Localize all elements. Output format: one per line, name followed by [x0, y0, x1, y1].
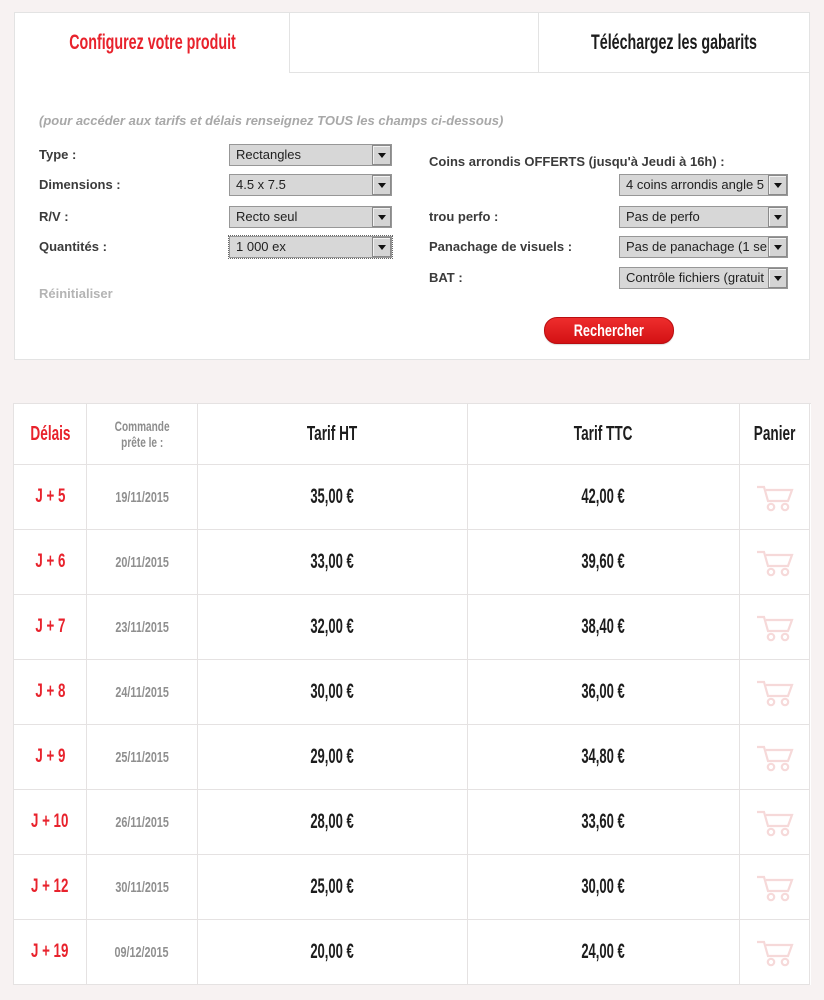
header-tarif-ttc: Tarif TTC [468, 404, 740, 465]
add-to-cart-button[interactable] [740, 725, 810, 790]
table-row [14, 725, 811, 790]
chevron-down-icon [372, 175, 391, 195]
cart-icon [754, 480, 796, 514]
cart-icon [754, 805, 796, 839]
price-ht-cell: 33,00 € [198, 530, 468, 595]
cart-icon [754, 675, 796, 709]
rounded-corners-select[interactable] [619, 174, 788, 196]
add-to-cart-button[interactable] [740, 920, 810, 985]
date-cell: 23/11/2015 [87, 595, 198, 660]
price-ht-cell: 32,00 € [198, 595, 468, 660]
chevron-down-icon [768, 175, 787, 195]
header-panier: Panier [740, 404, 810, 465]
recto-verso-select-value: Recto seul [236, 209, 298, 224]
quantities-select[interactable] [229, 236, 392, 258]
reset-link[interactable]: Réinitialiser [39, 286, 113, 301]
date-cell: 30/11/2015 [87, 855, 198, 920]
price-ht-cell: 25,00 € [198, 855, 468, 920]
delai-cell: J + 10 [14, 790, 87, 855]
table-header-row [14, 404, 811, 465]
price-ht-cell: 30,00 € [198, 660, 468, 725]
header-delais: Délais [14, 404, 87, 465]
cart-icon [754, 545, 796, 579]
form-instruction: (pour accéder aux tarifs et délais renseignez TOUS les champs ci-dessous) [39, 113, 504, 128]
recto-verso-select[interactable] [229, 206, 392, 228]
configurator-panel [14, 12, 810, 360]
chevron-down-icon [372, 145, 391, 165]
type-select-value: Rectangles [236, 147, 302, 162]
date-cell: 09/12/2015 [87, 920, 198, 985]
table-row [14, 530, 811, 595]
price-ttc-cell: 33,60 € [468, 790, 740, 855]
dimensions-select-value: 4.5 x 7.5 [236, 177, 286, 192]
price-ht-cell: 35,00 € [198, 465, 468, 530]
bat-select[interactable] [619, 267, 788, 289]
price-ht-cell: 28,00 € [198, 790, 468, 855]
tab-configure-product[interactable] [15, 13, 289, 73]
cart-icon [754, 610, 796, 644]
table-row [14, 790, 811, 855]
cart-icon [754, 870, 796, 904]
date-cell: 24/11/2015 [87, 660, 198, 725]
delai-cell: J + 6 [14, 530, 87, 595]
visual-mix-label: Panachage de visuels : [429, 239, 573, 254]
type-label: Type : [39, 147, 77, 162]
perforation-select[interactable] [619, 206, 788, 228]
add-to-cart-button[interactable] [740, 660, 810, 725]
visual-mix-select[interactable] [619, 236, 788, 258]
price-ttc-cell: 24,00 € [468, 920, 740, 985]
chevron-down-icon [768, 237, 787, 257]
quantities-label: Quantités : [39, 239, 107, 254]
table-row [14, 660, 811, 725]
chevron-down-icon [768, 268, 787, 288]
price-ttc-cell: 36,00 € [468, 660, 740, 725]
table-body [14, 465, 811, 985]
price-ttc-cell: 42,00 € [468, 465, 740, 530]
price-ht-cell: 29,00 € [198, 725, 468, 790]
chevron-down-icon [768, 207, 787, 227]
date-cell: 25/11/2015 [87, 725, 198, 790]
tab-download-templates[interactable] [539, 13, 809, 73]
delai-cell: J + 7 [14, 595, 87, 660]
add-to-cart-button[interactable] [740, 790, 810, 855]
recto-verso-label: R/V : [39, 209, 69, 224]
dimensions-select[interactable] [229, 174, 392, 196]
price-ht-cell: 20,00 € [198, 920, 468, 985]
bat-select-value: Contrôle fichiers (gratuit [626, 270, 764, 285]
delai-cell: J + 5 [14, 465, 87, 530]
date-cell: 20/11/2015 [87, 530, 198, 595]
dimensions-label: Dimensions : [39, 177, 121, 192]
price-ttc-cell: 38,40 € [468, 595, 740, 660]
pricing-table [13, 403, 811, 985]
cart-icon [754, 740, 796, 774]
delai-cell: J + 8 [14, 660, 87, 725]
perforation-label: trou perfo : [429, 209, 499, 224]
date-cell: 19/11/2015 [87, 465, 198, 530]
add-to-cart-button[interactable] [740, 595, 810, 660]
rounded-corners-label: Coins arrondis OFFERTS (jusqu'à Jeudi à 16h) : [429, 154, 725, 169]
cart-icon [754, 935, 796, 969]
table-row [14, 855, 811, 920]
add-to-cart-button[interactable] [740, 465, 810, 530]
date-cell: 26/11/2015 [87, 790, 198, 855]
table-row [14, 920, 811, 985]
perforation-select-value: Pas de perfo [626, 209, 700, 224]
chevron-down-icon [372, 207, 391, 227]
table-row [14, 465, 811, 530]
add-to-cart-button[interactable] [740, 855, 810, 920]
visual-mix-select-value: Pas de panachage (1 se [626, 239, 767, 254]
chevron-down-icon [372, 237, 391, 257]
tab-configure-label: Configurez votre produit [68, 31, 236, 54]
price-ttc-cell: 30,00 € [468, 855, 740, 920]
search-button-label: Rechercher [573, 320, 645, 340]
price-ttc-cell: 39,60 € [468, 530, 740, 595]
header-tarif-ht: Tarif HT [198, 404, 468, 465]
delai-cell: J + 19 [14, 920, 87, 985]
type-select[interactable] [229, 144, 392, 166]
tab-spacer [289, 13, 539, 73]
price-ttc-cell: 34,80 € [468, 725, 740, 790]
table-row [14, 595, 811, 660]
add-to-cart-button[interactable] [740, 530, 810, 595]
rounded-corners-select-value: 4 coins arrondis angle 5 [626, 177, 765, 192]
quantities-select-value: 1 000 ex [236, 239, 286, 254]
search-button[interactable] [544, 317, 674, 344]
delai-cell: J + 12 [14, 855, 87, 920]
tab-download-label: Téléchargez les gabarits [591, 30, 757, 54]
delai-cell: J + 9 [14, 725, 87, 790]
tab-bar [15, 13, 809, 73]
bat-label: BAT : [429, 270, 463, 285]
header-order-ready: Commande prête le : [87, 404, 198, 465]
